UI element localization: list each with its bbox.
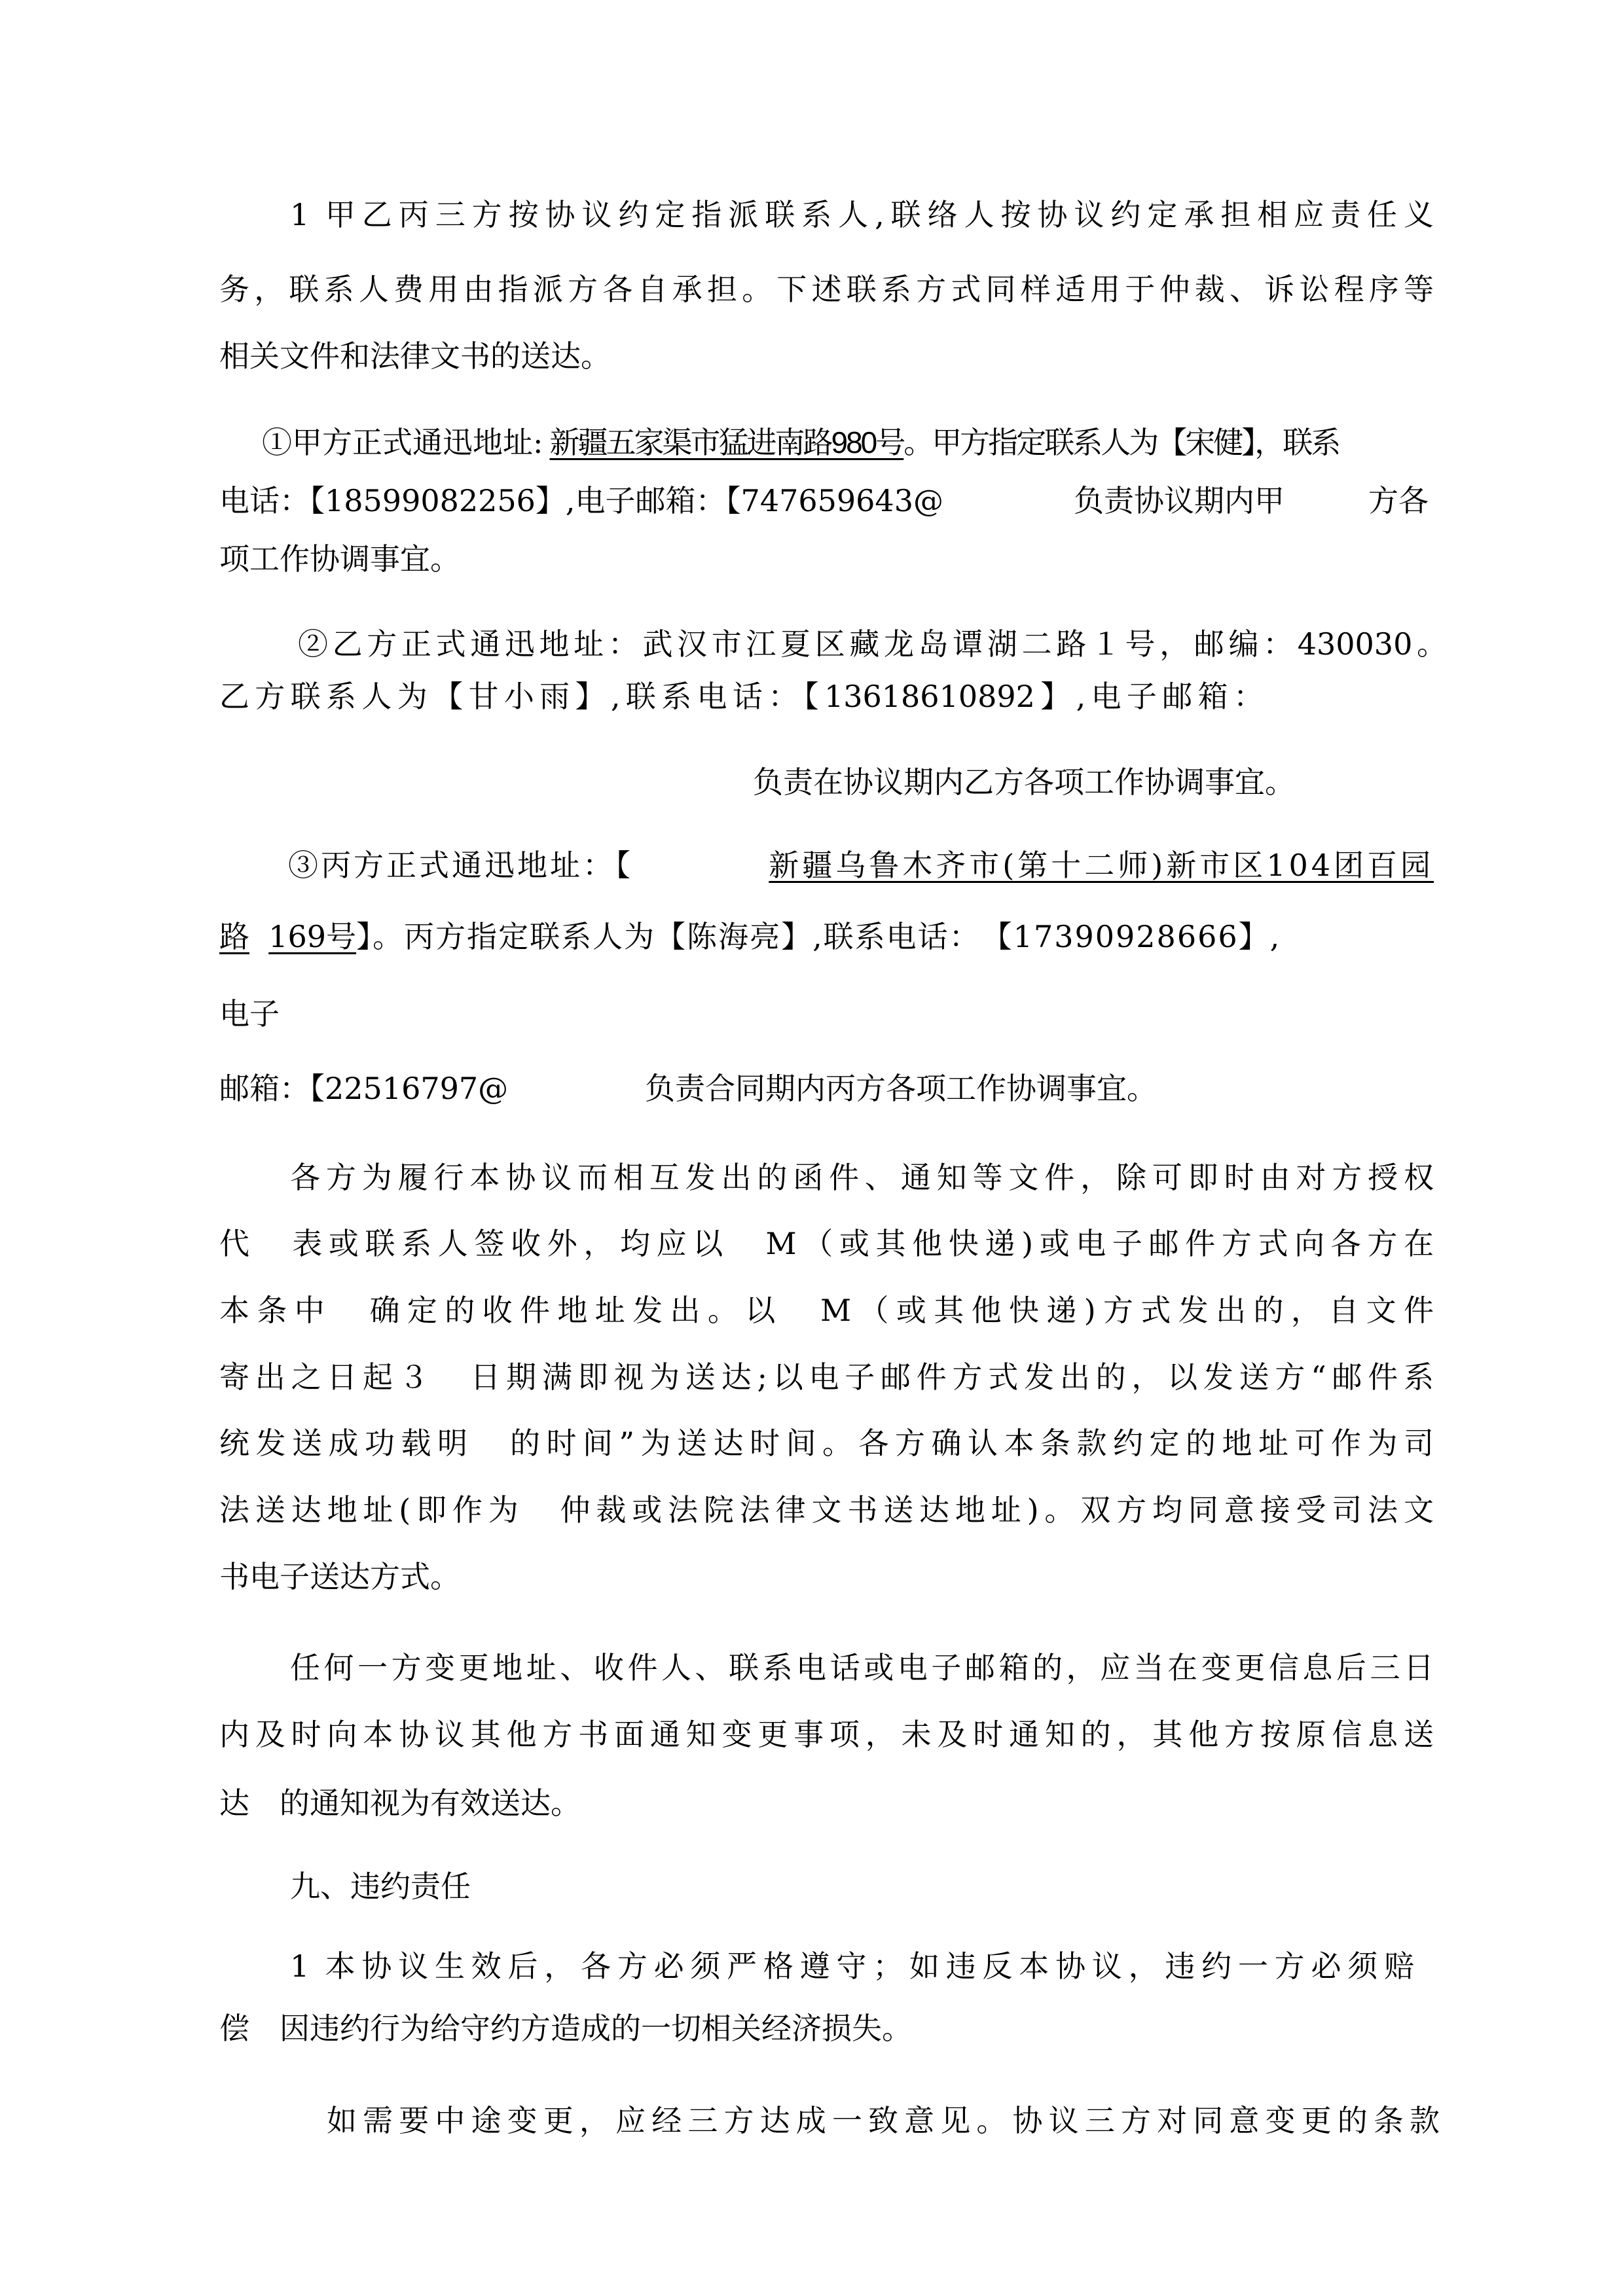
party-c-address-part-2a: 路 bbox=[219, 919, 249, 954]
notice-line-5: 统发送成功载明 的时间”为送达时间。各方确认本条款约定的地址可作为司 bbox=[219, 1426, 1434, 1461]
party-b-address: ②乙方正式通迅地址：武汉市江夏区藏龙岛谭湖二路１号，邮编：430030。 bbox=[298, 626, 1447, 662]
section-9-clause-1-line-2: 偿 因违约行为给守约方造成的一切相关经济损失。 bbox=[219, 2011, 912, 2046]
clause-contact-line-2: 务，联系人费用由指派方各自承担。下述联系方式同样适用于仲裁、诉讼程序等 bbox=[219, 272, 1434, 307]
party-c-address-part-2b: 169号 bbox=[268, 919, 357, 954]
party-c-contact: 】。丙方指定联系人为【陈海亮】,联系电话： 【17390928666】, bbox=[356, 919, 1281, 954]
notice-line-6: 法送达地址(即作为 仲裁或法院法律文书送达地址)。双方均同意接受司法文 bbox=[219, 1492, 1434, 1528]
party-c-address-line bbox=[288, 846, 1434, 885]
notice-line-7: 书电子送达方式。 bbox=[219, 1559, 460, 1594]
party-c-email-label-1: 电子 bbox=[219, 996, 280, 1031]
party-a-duty-part-1: 负责协议期内甲 bbox=[1074, 483, 1285, 518]
notice-line-4: 寄出之日起３ 日期满即视为送达;以电子邮件方式发出的，以发送方“邮件系 bbox=[219, 1359, 1434, 1395]
party-b-contact: 乙方联系人为【甘小雨】,联系电话：【13618610892】,电子邮箱： bbox=[219, 679, 1264, 714]
notice-line-2: 代 表或联系人签收外，均应以 M（或其他快递)或电子邮件方式向各方在 bbox=[219, 1226, 1434, 1261]
party-a-address-label: ①甲方正式通迅地址: bbox=[262, 425, 543, 460]
change-line-2: 内及时向本协议其他方书面通知变更事项，未及时通知的，其他方按原信息送 bbox=[219, 1717, 1434, 1752]
party-a-phone-email: 电话：【18599082256】,电子邮箱：【747659643@ bbox=[219, 483, 943, 518]
party-c-address-part-1: 新疆乌鲁木齐市(第十二师)新市区104团百园 bbox=[769, 848, 1434, 883]
section-9-change-line: 如需要中途变更，应经三方达成一致意见。协议三方对同意变更的条款 bbox=[327, 2103, 1440, 2138]
change-line-1: 任何一方变更地址、收件人、联系电话或电子邮箱的，应当在变更信息后三日 bbox=[290, 1650, 1434, 1685]
party-c-address-label: ③丙方正式通迅地址：【 bbox=[288, 848, 633, 883]
party-a-address: 新疆五家渠市猛进南路980号 bbox=[549, 425, 904, 459]
party-b-duty: 负责在协议期内乙方各项工作协调事宜。 bbox=[753, 764, 1295, 800]
party-a-address-line bbox=[262, 423, 1434, 462]
party-c-duty: 负责合同期内丙方各项工作协调事宜。 bbox=[645, 1071, 1157, 1106]
notice-line-1: 各方为履行本协议而相互发出的函件、通知等文件，除可即时由对方授权 bbox=[290, 1160, 1434, 1195]
party-c-email: 邮箱：【22516797@ bbox=[219, 1071, 509, 1106]
party-a-duty-line-3: 项工作协调事宜。 bbox=[219, 541, 460, 577]
notice-line-3: 本条中 确定的收件地址发出。以 M（或其他快递)方式发出的，自文件 bbox=[219, 1293, 1434, 1328]
party-c-contact-line bbox=[219, 917, 1434, 956]
clause-contact-line-1: 1 甲乙丙三方按协议约定指派联系人,联络人按协议约定承担相应责任义 bbox=[290, 197, 1434, 232]
party-a-contact: 。甲方指定联系人为【宋健】，联系 bbox=[903, 425, 1340, 459]
clause-contact-line-3: 相关文件和法律文书的送达。 bbox=[219, 338, 611, 374]
section-9-clause-1-line-1: 1 本协议生效后，各方必须严格遵守；如违反本协议，违约一方必须赔 bbox=[290, 1948, 1414, 1984]
change-line-3: 达 的通知视为有效送达。 bbox=[219, 1785, 581, 1821]
section-9-heading: 九、违约责任 bbox=[290, 1869, 471, 1904]
party-a-duty-part-2: 方各 bbox=[1368, 483, 1429, 518]
